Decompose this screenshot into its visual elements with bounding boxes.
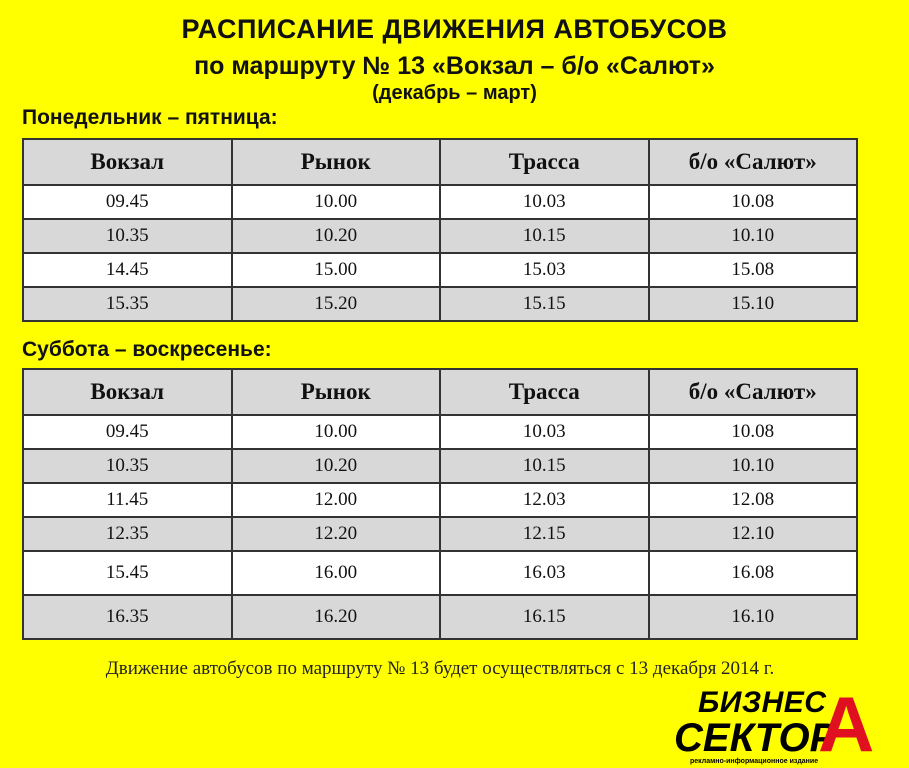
column-header: Трасса: [440, 139, 649, 185]
table-header-row: [23, 139, 857, 185]
table-cell: 12.03: [440, 483, 649, 517]
logo-letter: А: [818, 680, 875, 768]
table-cell: 15.03: [440, 253, 649, 287]
table-cell: 16.00: [232, 551, 441, 595]
table-cell: 16.35: [23, 595, 232, 639]
column-header: б/о «Салют»: [649, 369, 858, 415]
table-row: [23, 551, 857, 595]
table-cell: 12.15: [440, 517, 649, 551]
table-cell: 10.15: [440, 449, 649, 483]
table-cell: 12.08: [649, 483, 858, 517]
weekday-heading: Понедельник – пятница:: [22, 106, 278, 129]
table-cell: 16.10: [649, 595, 858, 639]
table-cell: 15.45: [23, 551, 232, 595]
table-row: [23, 595, 857, 639]
table-cell: 16.03: [440, 551, 649, 595]
publisher-logo: [668, 680, 893, 768]
route-subtitle: по маршруту № 13 «Вокзал – б/о «Салют»: [194, 52, 715, 80]
table-row: [23, 415, 857, 449]
table-cell: 12.35: [23, 517, 232, 551]
table-cell: 12.20: [232, 517, 441, 551]
table-cell: 10.15: [440, 219, 649, 253]
table-cell: 09.45: [23, 415, 232, 449]
table-cell: 14.45: [23, 253, 232, 287]
table-cell: 10.20: [232, 219, 441, 253]
table-cell: 10.03: [440, 415, 649, 449]
weekday-schedule-table: [22, 138, 858, 322]
column-header: Рынок: [232, 139, 441, 185]
logo-subtitle: рекламно-информационное издание: [690, 758, 819, 765]
weekend-schedule-table: [22, 368, 858, 640]
table-cell: 16.20: [232, 595, 441, 639]
table-cell: 12.10: [649, 517, 858, 551]
table-cell: 10.08: [649, 415, 858, 449]
table-cell: 15.00: [232, 253, 441, 287]
logo-word-1: БИЗНЕС: [698, 686, 827, 719]
table-cell: 15.15: [440, 287, 649, 321]
table-cell: 10.00: [232, 415, 441, 449]
table-cell: 10.20: [232, 449, 441, 483]
table-cell: 10.10: [649, 449, 858, 483]
table-row: [23, 185, 857, 219]
table-row: [23, 287, 857, 321]
logo-word-2: СЕКТОР: [674, 716, 837, 760]
table-row: [23, 517, 857, 551]
column-header: Вокзал: [23, 139, 232, 185]
table-row: [23, 253, 857, 287]
table-cell: 16.08: [649, 551, 858, 595]
footnote: Движение автобусов по маршруту № 13 будет осуществляться с 13 декабря 2014 г.: [105, 658, 775, 679]
table-cell: 15.10: [649, 287, 858, 321]
table-row: [23, 483, 857, 517]
period-subtitle: (декабрь – март): [372, 82, 537, 104]
table-header-row: [23, 369, 857, 415]
table-row: [23, 449, 857, 483]
table-cell: 10.35: [23, 219, 232, 253]
table-cell: 10.03: [440, 185, 649, 219]
table-cell: 10.35: [23, 449, 232, 483]
table-cell: 15.35: [23, 287, 232, 321]
table-cell: 15.08: [649, 253, 858, 287]
table-cell: 15.20: [232, 287, 441, 321]
table-row: [23, 219, 857, 253]
page-title: РАСПИСАНИЕ ДВИЖЕНИЯ АВТОБУСОВ: [181, 14, 728, 44]
column-header: Вокзал: [23, 369, 232, 415]
table-cell: 11.45: [23, 483, 232, 517]
table-cell: 16.15: [440, 595, 649, 639]
table-cell: 10.10: [649, 219, 858, 253]
weekend-heading: Суббота – воскресенье:: [22, 338, 272, 361]
column-header: б/о «Салют»: [649, 139, 858, 185]
column-header: Рынок: [232, 369, 441, 415]
table-cell: 10.08: [649, 185, 858, 219]
table-cell: 09.45: [23, 185, 232, 219]
table-cell: 10.00: [232, 185, 441, 219]
table-cell: 12.00: [232, 483, 441, 517]
column-header: Трасса: [440, 369, 649, 415]
